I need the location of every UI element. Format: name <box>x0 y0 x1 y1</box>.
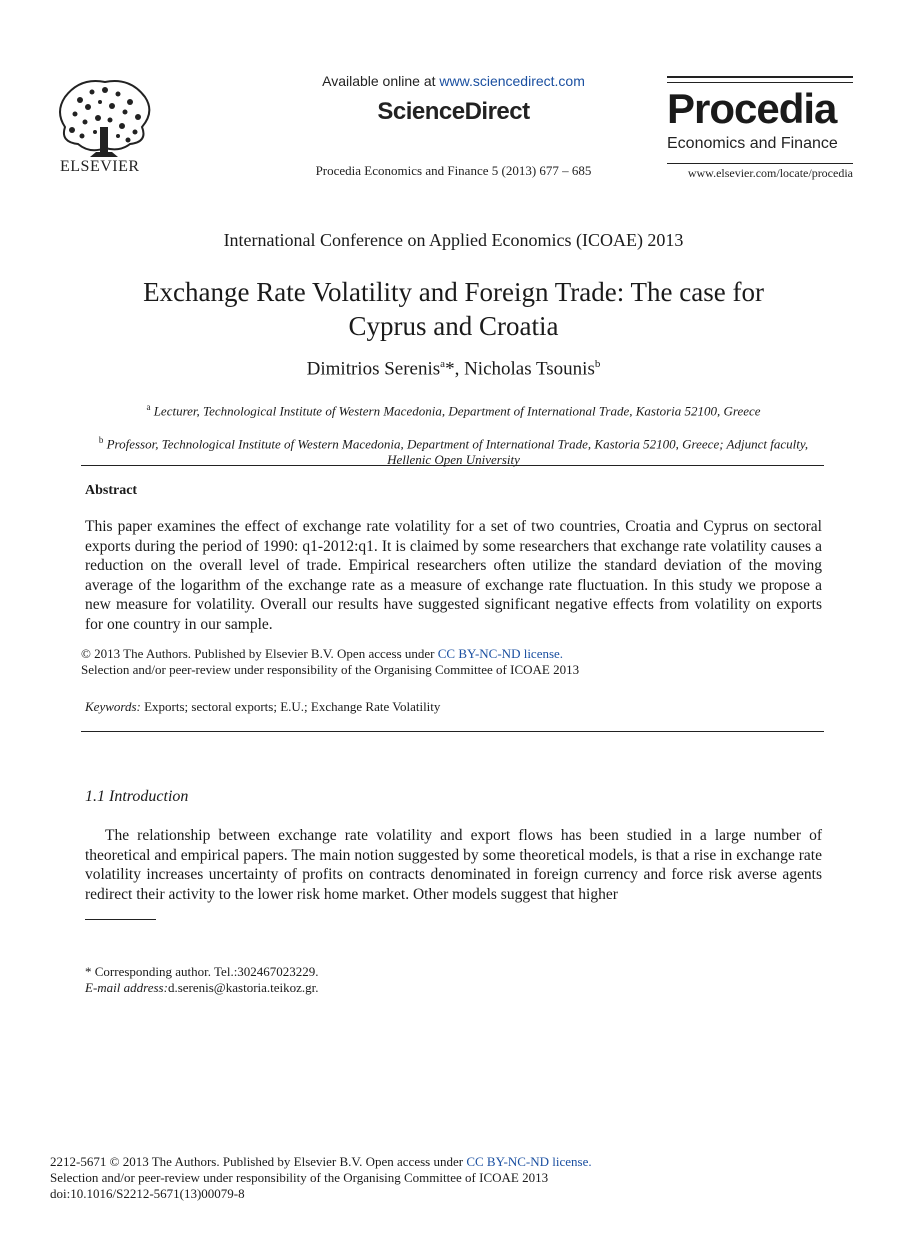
aff-a-text: Lecturer, Technological Institute of Western Macedonia, Department of International Trade, Kastoria 52100, Greece <box>153 403 761 419</box>
paper-title <box>0 275 907 343</box>
footnote-rule <box>85 919 156 920</box>
available-prefix: Available online at <box>322 73 440 89</box>
procedia-url[interactable]: www.elsevier.com/locate/procedia <box>667 163 853 181</box>
author-2: Nicholas Tsounis <box>464 358 595 380</box>
procedia-rule <box>667 76 853 78</box>
procedia-subtitle: Economics and Finance <box>667 135 838 152</box>
abstract-text: This paper examines the effect of exchange rate volatility for a set of two countries, Croatia and Cyprus on sectoral exports during the period of 1990: q1-2012:q1. It is claimed by some researchers that exchange rate volatility causes a reduction on the overall level of trade. Empirical researchers often utilize the standard deviation of the moving average of the logarithm of the exchange rate as a measure of exchange rate fluctuation. In this study we propose a new measure for volatility. Overall our results have suggested significant negative effects from volatility on exports for one country in our sample. <box>85 518 822 633</box>
email-label: E-mail address: <box>85 980 168 995</box>
copyright-prefix: © 2013 The Authors. Published by Elsevier B.V. Open access under <box>81 646 438 661</box>
aff-a-mark: a <box>146 402 151 412</box>
footer-copyright-prefix: 2212-5671 © 2013 The Authors. Published by Elsevier B.V. Open access under <box>50 1154 467 1169</box>
conference-name: International Conference on Applied Economics (ICOAE) 2013 <box>223 230 684 250</box>
divider-top <box>81 465 824 466</box>
introduction-text: The relationship between exchange rate volatility and export flows has been studied in a large number of theoretical and empirical papers. The main notion suggested by some theoretical models, is that a rise in exchange rate volatility increases uncertainty of profits on contracts denominated in foreign currency and force risk averse agents redirect their activity to the lower risk home market. Other models suggest that higher <box>85 827 822 903</box>
author-1: Dimitrios Serenis <box>306 358 441 380</box>
procedia-logo <box>667 76 853 181</box>
title-line-1: Exchange Rate Volatility and Foreign Trade: The case for <box>143 277 764 307</box>
abstract-heading: Abstract <box>85 483 138 498</box>
footer-doi[interactable]: doi:10.1016/S2212-5671(13)00079-8 <box>50 1186 245 1201</box>
author-1-sup: a <box>440 358 446 370</box>
procedia-title: Procedia <box>667 85 837 132</box>
sciencedirect-link[interactable]: www.sciencedirect.com <box>439 73 585 89</box>
keywords-text: Exports; sectoral exports; E.U.; Exchange Rate Volatility <box>140 699 441 714</box>
keywords <box>85 699 440 715</box>
aff-b-line-1: Professor, Technological Institute of Western Macedonia, Department of International Trade, Kastoria 52100, Greece; Adjunct faculty, <box>106 436 809 452</box>
keywords-label: Keywords: <box>85 699 141 714</box>
corresponding-author: * Corresponding author. Tel.:302467023229. <box>85 964 319 979</box>
copyright-line <box>81 646 563 662</box>
footer-peer-review: Selection and/or peer-review under responsibility of the Organising Committee of ICOAE 2013 <box>50 1170 549 1185</box>
peer-review-line: Selection and/or peer-review under responsibility of the Organising Committee of ICOAE 2013 <box>81 662 580 677</box>
email-address[interactable]: d.serenis@kastoria.teikoz.gr. <box>167 980 319 995</box>
procedia-rule-thin <box>667 82 853 83</box>
author-1-mark: *, <box>445 358 465 380</box>
authors <box>0 358 907 380</box>
journal-reference: Procedia Economics and Finance 5 (2013) 677 – 685 <box>315 163 592 178</box>
aff-b-line-2: Hellenic Open University <box>387 452 520 468</box>
divider-bottom <box>81 731 824 732</box>
elsevier-wordmark: ELSEVIER <box>60 158 140 175</box>
affiliation-a <box>0 399 907 419</box>
aff-b-mark: b <box>98 435 104 445</box>
license-link[interactable]: CC BY-NC-ND license. <box>437 646 564 661</box>
title-line-2: Cyprus and Croatia <box>348 311 559 341</box>
sciencedirect-wordmark: ScienceDirect <box>377 98 530 125</box>
email-line <box>85 980 319 996</box>
author-2-sup: b <box>594 358 601 370</box>
footer-license-link[interactable]: CC BY-NC-ND license. <box>466 1154 592 1169</box>
introduction-heading: 1.1 Introduction <box>85 788 189 805</box>
footer-copyright <box>50 1154 592 1170</box>
affiliation-b <box>0 432 907 468</box>
